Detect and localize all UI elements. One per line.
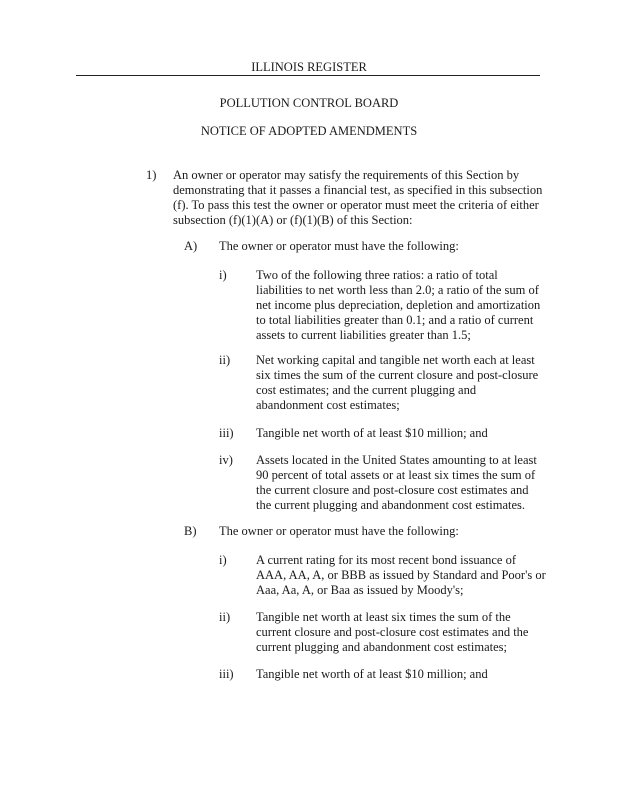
subsection-b-label: B) <box>184 524 197 538</box>
item-a-iv-label: iv) <box>219 453 233 467</box>
item-a-ii-label: ii) <box>219 353 231 367</box>
item-b-ii-text: Tangible net worth at least six times the sum of the current closure and post-closure cost estimates and the current plugging and abandonment cost estimates; <box>256 610 529 654</box>
item-b-ii-label: ii) <box>219 610 231 624</box>
subsection-a-intro: The owner or operator must have the following: <box>219 239 459 253</box>
item-a-i-label: i) <box>219 268 227 282</box>
item-a-iii-text: Tangible net worth of at least $10 million; and <box>256 426 488 440</box>
section-text: An owner or operator may satisfy the requirements of this Section by demonstrating that it passes a financial test, as specified in this subsection (f). To pass this test the owner or operator must meet the criteria of either subsection (f)(1)(A) or (f)(1)(B) of this Section: <box>173 168 543 227</box>
item-b-iii-text: Tangible net worth of at least $10 million; and <box>256 667 488 681</box>
item-a-iii-label: iii) <box>219 426 234 440</box>
item-b-iii-label: iii) <box>219 667 234 681</box>
item-b-i-text: A current rating for its most recent bond issuance of AAA, AA, A, or BBB as issued by Standard and Poor's or Aaa, Aa, A, or Baa as issued by Moody's; <box>256 553 546 597</box>
item-b-i-label: i) <box>219 553 227 567</box>
notice-title: NOTICE OF ADOPTED AMENDMENTS <box>200 124 418 138</box>
item-a-i-text: Two of the following three ratios: a ratio of total liabilities to net worth less than 2.0; a ratio of the sum of net income plus depreciation, depletion and amortization to total liabilities greater than 0.1; and a ratio of current assets to current liabilities greater than 1.5; <box>256 268 541 342</box>
section-label: 1) <box>146 168 157 182</box>
item-a-ii-text: Net working capital and tangible net worth each at least six times the sum of the current closure and post-closure cost estimates; and the current plugging and abandonment cost estimates; <box>256 353 539 412</box>
subsection-b-intro: The owner or operator must have the following: <box>219 524 459 538</box>
subsection-a-label: A) <box>184 239 198 253</box>
item-a-iv-text: Assets located in the United States amounting to at least 90 percent of total assets or at least six times the sum of the current closure and post-closure cost estimates and the current plugging and abandonment cost estimates. <box>256 453 537 512</box>
register-title: ILLINOIS REGISTER <box>251 60 367 74</box>
board-title: POLLUTION CONTROL BOARD <box>219 96 399 110</box>
header-rule <box>76 75 540 76</box>
